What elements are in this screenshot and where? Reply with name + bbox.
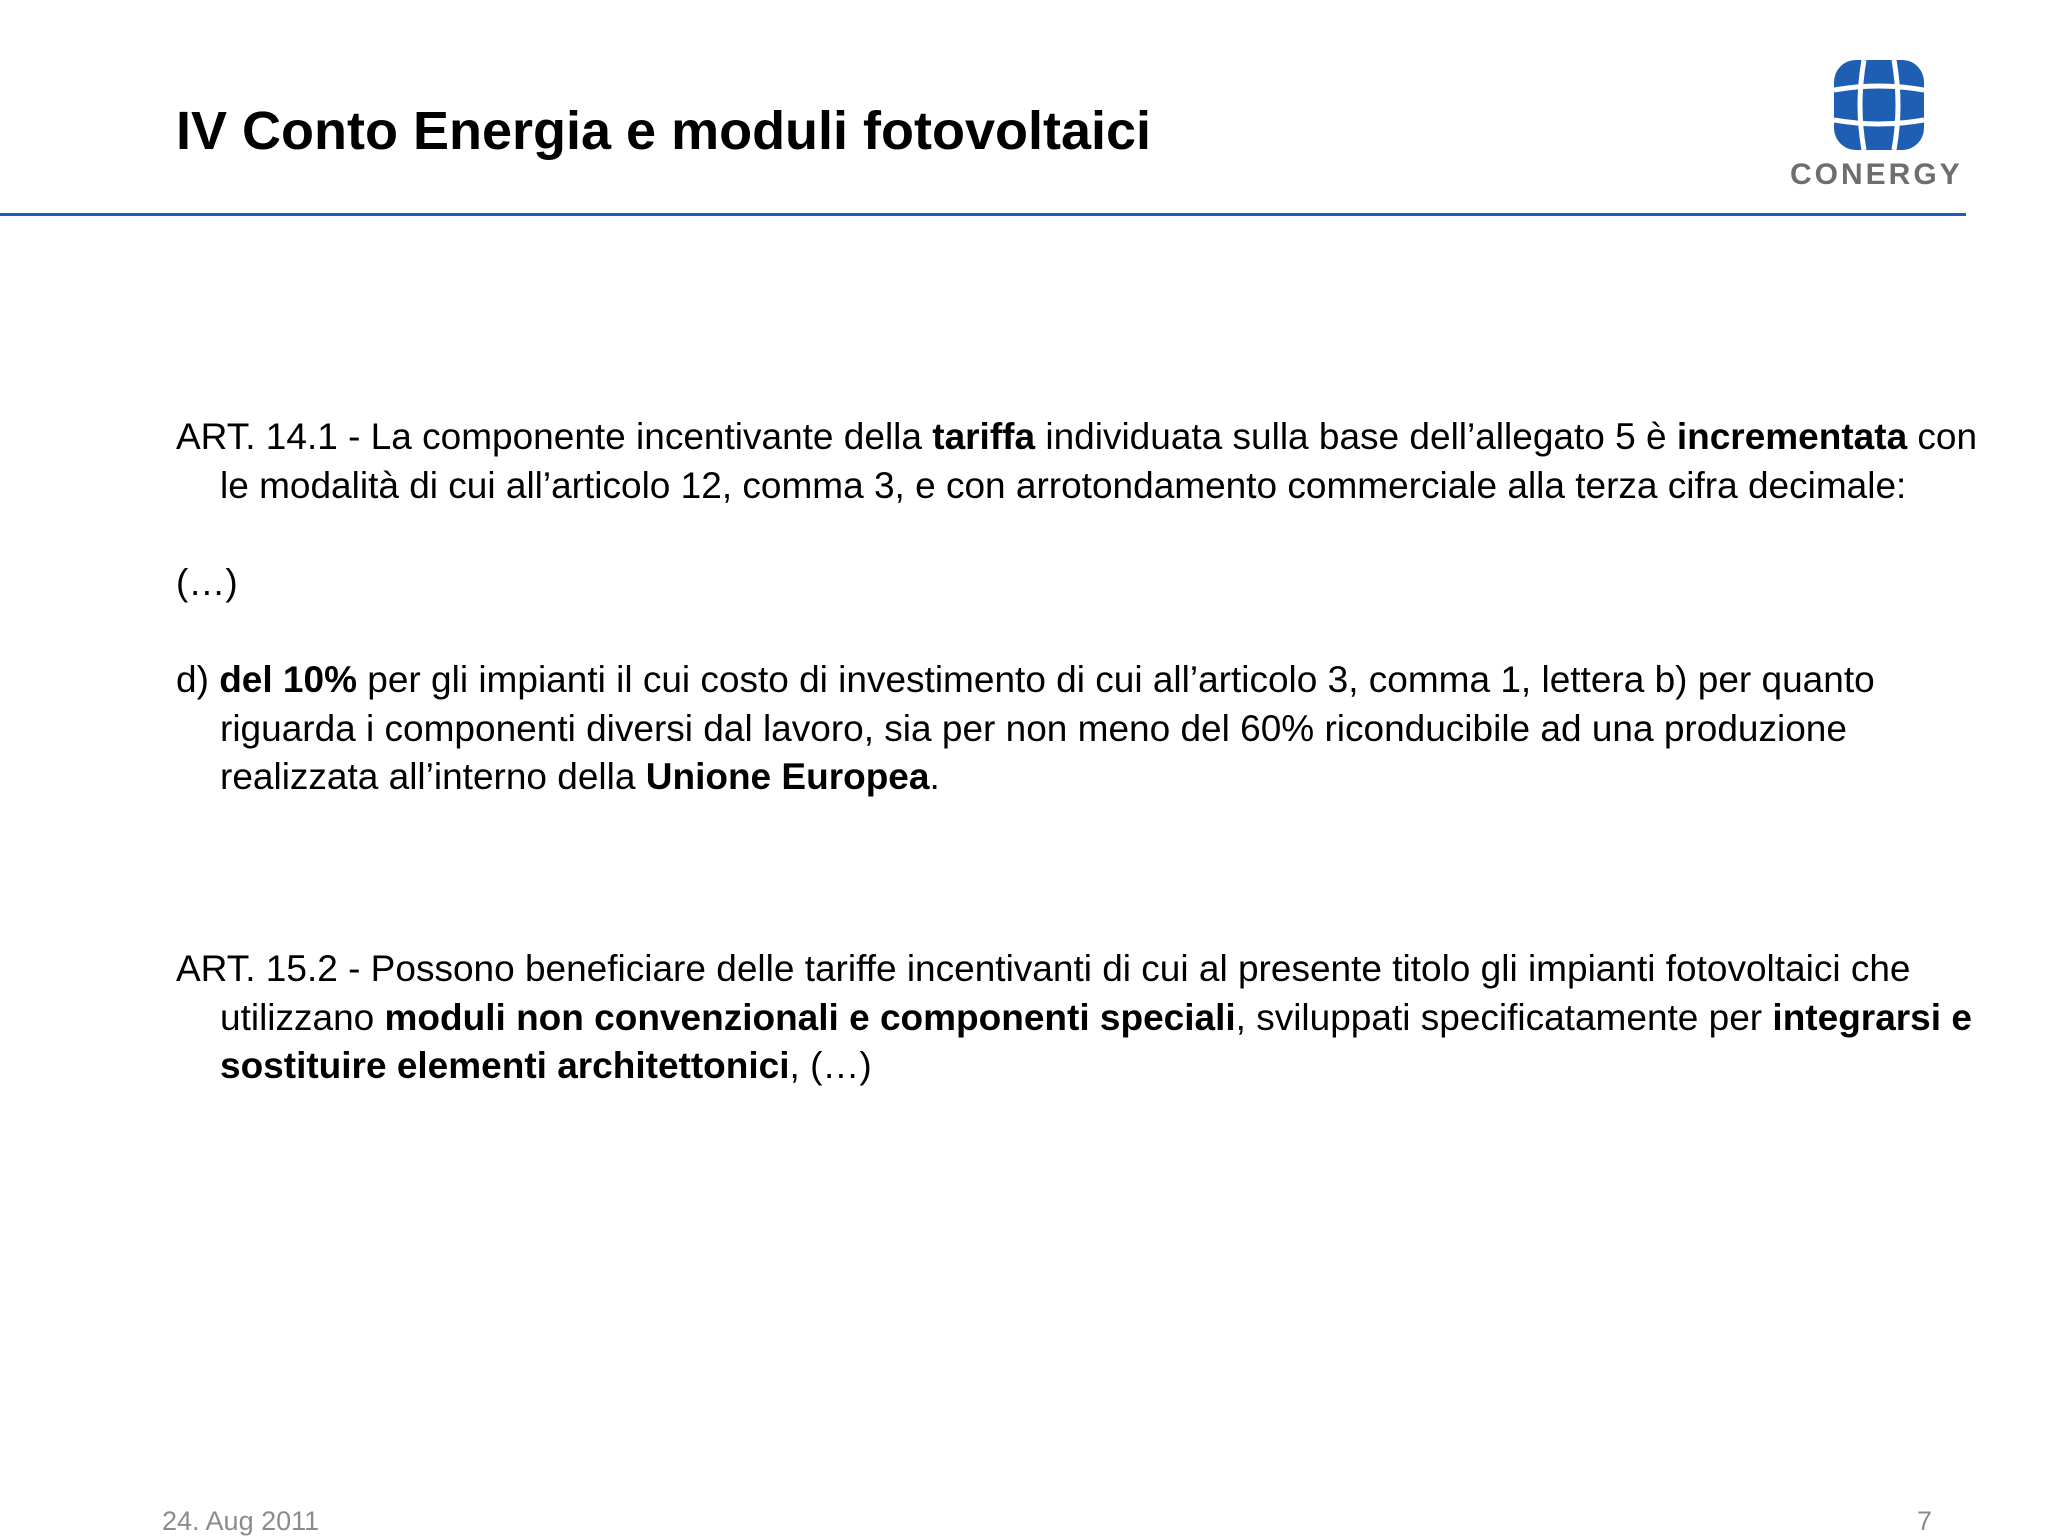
article-15-2-paragraph xyxy=(176,945,2000,1091)
conergy-logo xyxy=(1790,60,1963,200)
logo-wordmark: CONERGY xyxy=(1790,158,1963,191)
text-run: ART. 14.1 - La componente incentivante della xyxy=(176,416,933,457)
item-d-paragraph xyxy=(176,656,2000,802)
bold-run: moduli non convenzionali e componenti speciali xyxy=(384,996,1236,1038)
header-divider xyxy=(0,213,1966,216)
page-number: 7 xyxy=(1916,1506,1932,1536)
text-run: per gli impianti il cui costo di investimento di cui all’articolo 3, comma 1, lettera b) per quanto riguarda i componenti diversi dal lavoro, sia per non meno del 60% riconducibile ad una produzione realizzata all’interno della xyxy=(220,659,1875,797)
text-run: con le modalità di cui all’articolo 12, comma 3, e con arrotondamento commerciale alla terza cifra decimale: xyxy=(220,416,1978,506)
text-run: , (…) xyxy=(789,1045,872,1086)
slide-title: IV Conto Energia e moduli fotovoltaici xyxy=(176,101,1152,161)
omission-marker: (…) xyxy=(176,562,238,603)
text-run: . xyxy=(929,756,940,797)
footer-date: 24. Aug 2011 xyxy=(162,1506,320,1536)
article-14-1-paragraph xyxy=(176,413,2000,510)
text-run: ART. 15.2 - Possono beneficiare delle tariffe incentivanti di cui al presente titolo gli impianti fotovoltaici che utilizzano xyxy=(176,948,1911,1038)
text-run: , sviluppati specificatamente per xyxy=(1235,996,1773,1038)
globe-grid-icon xyxy=(1834,60,1924,150)
bold-run: integrarsi e sostituire elementi architettonici xyxy=(220,996,1972,1086)
bold-run: incrementata xyxy=(1676,416,1908,457)
bold-run: del 10% xyxy=(219,659,357,700)
text-run: d) xyxy=(176,659,220,700)
bold-run: Unione Europea xyxy=(645,756,930,797)
text-run: individuata sulla base dell’allegato 5 è xyxy=(1035,416,1677,457)
bold-run: tariffa xyxy=(932,416,1036,457)
